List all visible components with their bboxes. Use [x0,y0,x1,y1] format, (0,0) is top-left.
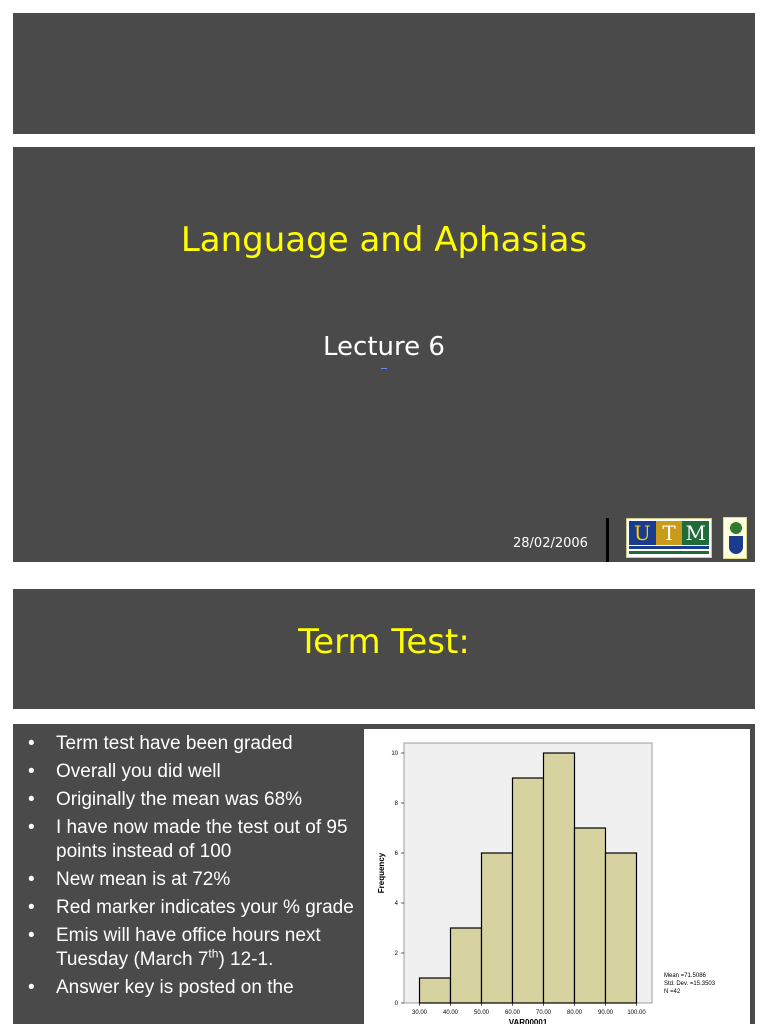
bullet-text: Red marker indicates your % grade [56,897,354,918]
y-axis-label: Frequency [377,852,386,894]
bullet-text: New mean is at 72% [56,869,231,890]
title-slide [13,147,755,562]
x-tick-label: 100.00 [627,1010,646,1016]
bullet-text: I have now made the test out of 95 points instead of 100 [56,817,348,862]
x-tick-label: 70.00 [535,1010,552,1016]
lecture-subtitle: Lecture 6 [323,332,445,362]
bullet-icon: • [28,761,35,782]
university-crest-icon [723,517,747,559]
y-tick-label: 4 [394,901,398,907]
y-tick-label: 10 [391,751,398,757]
histogram-bar [544,753,575,1003]
bullet-text: Overall you did well [56,761,221,782]
link-marker [381,368,387,369]
histogram-svg [364,729,750,1024]
bullet-item [25,760,365,784]
bullet-text: Answer key is posted on the [56,977,294,998]
logo-stripe [629,546,709,549]
bullet-text: ) 12-1. [218,949,274,970]
bullet-icon: • [28,869,35,890]
y-tick-label: 0 [394,1001,398,1007]
x-tick-label: 90.00 [597,1010,614,1016]
slide-date: 28/02/2006 [513,536,588,551]
stats-mean: Mean =71.5086 [664,973,706,979]
x-axis-label: VAR00001 [508,1018,548,1024]
stats-std: Std. Dev. =15.3503 [664,981,716,987]
histogram-bar [513,778,544,1003]
logo-letter-u: U [629,521,656,545]
y-tick-label: 2 [394,951,398,957]
x-tick-label: 60.00 [504,1010,521,1016]
bullet-item [25,816,365,864]
crest-tree [730,522,742,534]
logo-letter-t: T [656,521,683,545]
bullet-item [25,788,365,812]
utm-logo [626,518,712,558]
footer-divider [606,518,609,562]
bullet-text: Term test have been graded [56,733,293,754]
histogram-bar [451,928,482,1003]
logo-letter-m: M [682,521,709,545]
y-tick-label: 6 [394,851,398,857]
lecture-title: Language and Aphasias [180,220,588,260]
crest-shield [729,536,743,554]
bullet-icon: • [28,817,35,838]
bullet-list [25,732,365,1004]
bullet-text: Originally the mean was 68% [56,789,303,810]
logo-stripe [629,551,709,554]
stats-n: N =42 [664,989,681,995]
x-tick-label: 30.00 [411,1010,428,1016]
term-test-heading: Term Test: [298,622,470,662]
histogram-chart [364,729,750,1024]
x-tick-label: 80.00 [566,1010,583,1016]
bullet-item [25,896,365,920]
bullet-icon: • [28,897,35,918]
blank-slide [13,13,755,134]
bullet-item [25,924,365,972]
bullet-icon: • [28,789,35,810]
x-tick-label: 40.00 [442,1010,459,1016]
y-tick-label: 8 [394,801,398,807]
histogram-bar [606,853,637,1003]
x-tick-label: 50.00 [473,1010,490,1016]
bullet-item [25,868,365,892]
bullet-item [25,976,365,1000]
histogram-bar [420,978,451,1003]
term-test-body-slide [13,724,755,1024]
histogram-bar [575,828,606,1003]
bullet-superscript: th [208,946,219,961]
bullet-icon: • [28,977,35,998]
term-test-title-slide [13,589,755,709]
bullet-item [25,732,365,756]
bullet-icon: • [28,733,35,754]
bullet-text: Emis will have office hours next Tuesday (March 7 [56,925,321,970]
histogram-bar [482,853,513,1003]
bullet-icon: • [28,925,35,946]
